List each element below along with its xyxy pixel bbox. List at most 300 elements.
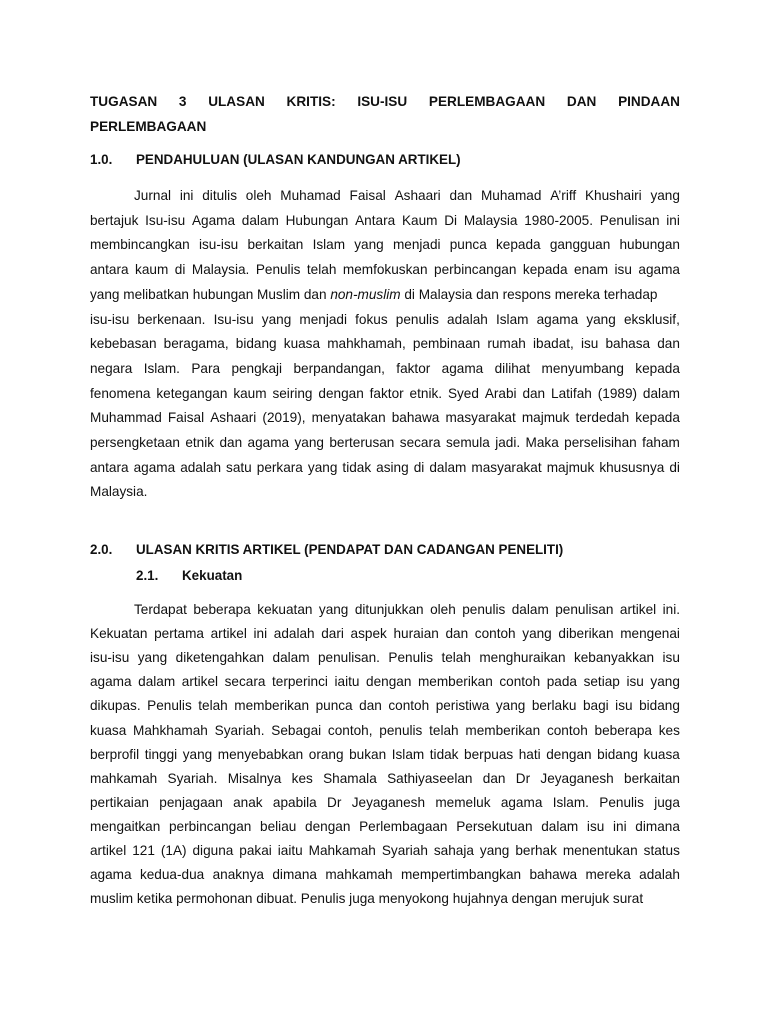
word: pada — [546, 674, 577, 690]
text-segment: muslim ketika permohonan dibuat. Penulis juga menyokong hujahnya dengan merujuk surat — [90, 891, 644, 907]
word: berhak — [515, 843, 557, 858]
word: agama — [441, 360, 484, 376]
text-line — [90, 334, 680, 354]
word: kepada — [522, 262, 568, 278]
word: Sebagai — [271, 722, 322, 738]
word: Latifah — [551, 385, 592, 401]
word: dalam — [511, 602, 549, 617]
word: huraian — [393, 626, 439, 642]
word: dan — [359, 698, 382, 714]
word: ditunjukkan — [354, 602, 424, 617]
word: tidak — [429, 746, 459, 762]
word: kes — [291, 770, 313, 786]
word: contoh — [499, 674, 541, 690]
word: yang — [261, 311, 292, 327]
word: yang — [479, 843, 510, 858]
word: Agama — [191, 212, 236, 228]
word: pertikaian — [90, 794, 149, 810]
word: iaitu — [334, 674, 360, 690]
word: dalam — [642, 385, 680, 401]
word: Faisal — [167, 410, 205, 426]
word: Sathiyaseelan — [387, 770, 473, 786]
word: pertama — [154, 626, 204, 642]
word: dan — [522, 385, 546, 401]
word: Jeyaganesh — [351, 794, 426, 810]
word: eksklusif, — [623, 311, 680, 327]
word: bidang — [235, 336, 277, 352]
word: memeluk — [435, 794, 491, 810]
word: Penulis — [388, 650, 433, 666]
word: isu-isu — [90, 311, 130, 327]
word: bertajuk — [90, 212, 139, 228]
word: kekuatan — [257, 602, 313, 617]
text-line — [90, 458, 680, 478]
word: yang — [495, 698, 526, 714]
title-word: ISU-ISU — [357, 94, 408, 109]
word: telah — [306, 262, 337, 278]
word: isu — [614, 262, 632, 278]
word: fokus — [355, 311, 388, 327]
word: isu-isu — [198, 237, 239, 253]
word: memberikan — [417, 674, 493, 690]
word: Syariah — [381, 843, 428, 858]
word: Penulis — [599, 794, 644, 810]
word: oleh — [430, 602, 456, 617]
word: terdedah — [575, 410, 630, 426]
word: faham — [642, 435, 680, 450]
word: diberikan — [558, 626, 614, 642]
word: dan — [449, 188, 473, 203]
document-title-line-2 — [90, 117, 680, 137]
word: contoh — [388, 698, 430, 714]
word: berlaku — [531, 698, 577, 714]
word: asing — [376, 459, 409, 475]
word: Malaysia. — [191, 262, 250, 278]
word: punca — [449, 237, 487, 253]
word: bidang — [639, 698, 680, 714]
word: isu — [615, 698, 633, 714]
word: berterusan — [329, 435, 395, 450]
word: Malaysia — [463, 212, 518, 228]
word: Dr — [327, 794, 342, 810]
word: Muhamad — [280, 188, 341, 203]
text-line — [90, 817, 680, 837]
word: mereka — [585, 867, 631, 883]
title-word: 3 — [178, 94, 187, 109]
section-1-number: 1.0. — [90, 152, 113, 167]
word: ini — [666, 212, 680, 228]
word: contoh, — [327, 722, 373, 738]
word: adalah — [447, 311, 488, 327]
section-2-heading: ULASAN KRITIS ARTIKEL (PENDAPAT DAN CADANGAN PENELITI) — [136, 542, 564, 557]
word: dengan — [546, 746, 592, 762]
word: isu — [626, 674, 644, 690]
word: masyarakat — [445, 410, 516, 426]
text-line — [90, 793, 680, 813]
word: agama — [638, 262, 680, 278]
word: dalam — [138, 674, 176, 690]
word: kepada — [496, 237, 541, 253]
word: dan — [219, 435, 243, 450]
title-word: PERLEMBAGAAN — [428, 94, 546, 109]
text-line — [90, 433, 680, 453]
word: kaum — [135, 262, 169, 278]
word: Jeyaganesh — [540, 770, 614, 786]
word: Mahkhamah — [133, 722, 208, 738]
word: rumah — [487, 336, 526, 352]
word: gangguan — [549, 237, 611, 253]
word: agama — [247, 435, 290, 450]
word: faktor — [396, 360, 431, 376]
word: agama — [90, 867, 132, 883]
word: agama — [500, 794, 543, 810]
word: Syed — [447, 385, 479, 401]
word: negara — [90, 360, 133, 376]
text-line — [90, 865, 680, 885]
word: majmuk — [546, 459, 595, 475]
title-word: ULASAN — [208, 94, 265, 109]
text-line — [134, 600, 680, 620]
text-line — [90, 285, 680, 305]
text-line — [90, 648, 680, 668]
word: Perlembagaan — [359, 818, 448, 834]
word: di — [174, 262, 186, 278]
word: Terdapat — [134, 602, 187, 617]
word: kebebasan — [90, 336, 157, 352]
word: ketegangan — [156, 385, 228, 401]
word: bahawa — [529, 867, 578, 883]
word: beliau — [260, 818, 297, 834]
word: mengaitkan — [90, 818, 161, 834]
word: Shamala — [323, 770, 377, 786]
word: semula — [445, 435, 490, 450]
text-line — [90, 672, 680, 692]
word: etnik — [185, 435, 215, 450]
word: apabila — [272, 794, 317, 810]
word: penjagaan — [159, 794, 223, 810]
word: Penulis — [147, 698, 192, 714]
word: Islam. — [143, 360, 180, 376]
word: bahawa — [391, 410, 440, 426]
word: perkara — [256, 459, 303, 475]
word: sahaja — [433, 843, 474, 858]
word: hubungan — [619, 237, 680, 253]
word: pembinaan — [412, 336, 481, 352]
word: dimana — [272, 867, 317, 883]
word: artikel — [619, 602, 657, 617]
word: penulis — [379, 722, 423, 738]
word: telah — [429, 722, 459, 738]
word: Mahkamah — [308, 843, 376, 858]
word: majmuk — [521, 410, 570, 426]
word: setiap — [583, 674, 620, 690]
word: (1A) — [160, 843, 187, 858]
word: yang — [137, 650, 168, 666]
word: berpandangan, — [293, 360, 385, 376]
word: (1989) — [597, 385, 638, 401]
word: memberikan — [465, 722, 541, 738]
word: Arabi — [484, 385, 517, 401]
text-segment: Malaysia. — [90, 484, 148, 500]
word: beberapa — [594, 722, 652, 738]
word: Islam. — [552, 794, 589, 810]
word: beragama, — [163, 336, 229, 352]
word: berkenaan. — [137, 311, 206, 327]
word: kuasa — [90, 722, 127, 738]
word: Persekutuan — [456, 818, 533, 834]
word: anaknya — [212, 867, 264, 883]
word: beberapa — [193, 602, 251, 617]
word: dimana — [635, 818, 680, 834]
word: menentukan — [562, 843, 638, 858]
text-line — [134, 186, 680, 206]
word: Islam — [495, 311, 529, 327]
document-page — [90, 0, 680, 1024]
word: hati — [518, 746, 541, 762]
word: artikel — [90, 843, 127, 858]
text-line — [90, 359, 680, 379]
text-line — [90, 482, 680, 502]
word: kuasa — [643, 746, 680, 762]
text-line — [90, 260, 680, 280]
word: artikel — [181, 674, 219, 690]
text-segment: di Malaysia dan respons mereka terhadap — [400, 286, 658, 302]
text-line — [90, 310, 680, 330]
word: mengenai — [620, 626, 680, 642]
word: perbincangan — [168, 818, 252, 834]
word: etnik. — [409, 385, 443, 401]
word: berprofil — [90, 746, 140, 762]
word: khususnya — [599, 459, 665, 475]
word: mahkamah — [325, 867, 393, 883]
word: diketengahkan — [175, 650, 265, 666]
word: Syariah. — [214, 722, 265, 738]
word: enam — [574, 262, 609, 278]
word: di — [413, 459, 425, 475]
text-line — [90, 721, 680, 741]
word: dengan — [305, 818, 351, 834]
word: kaum — [233, 385, 267, 401]
word: Faisal — [349, 188, 386, 203]
word: telah — [441, 650, 471, 666]
word: dan — [482, 770, 506, 786]
word: terperinci — [272, 674, 328, 690]
word: perselisihan — [564, 435, 637, 450]
word: memfokuskan — [342, 262, 428, 278]
word: seiring — [272, 385, 313, 401]
word: antara — [90, 262, 129, 278]
word: penulisan — [555, 602, 614, 617]
word: kes — [658, 722, 680, 738]
word: menjadi — [392, 237, 441, 253]
word: membincangkan — [90, 237, 190, 253]
word: Di — [444, 212, 458, 228]
text-line — [90, 211, 680, 231]
word: kuasa — [283, 336, 321, 352]
word: agama — [536, 311, 579, 327]
title-word: DAN — [566, 94, 597, 109]
word: menyumbang — [541, 360, 624, 376]
word: telah — [198, 698, 228, 714]
word: mahkamah — [90, 770, 158, 786]
word: menyebabkan — [217, 746, 304, 762]
word: Islam — [312, 237, 346, 253]
text-line — [90, 889, 680, 909]
word: dilihat — [494, 360, 531, 376]
word: yang — [294, 435, 324, 450]
word: masyarakat — [471, 459, 542, 475]
text-line — [90, 696, 680, 716]
word: dalam — [429, 459, 467, 475]
word: di — [669, 459, 680, 475]
word: Para — [191, 360, 221, 376]
title-word: TUGASAN — [90, 94, 158, 109]
word: bukan — [349, 746, 387, 762]
word: diguna — [192, 843, 234, 858]
word: menjadi — [299, 311, 348, 327]
word: ibadat, — [533, 336, 574, 352]
word: Kekuatan — [90, 626, 148, 642]
word: dalam — [541, 818, 579, 834]
word: penulis — [462, 602, 506, 617]
word: isu-isu — [90, 650, 130, 666]
word: ini — [253, 626, 268, 642]
word: agama — [90, 674, 132, 690]
word: Islam — [391, 746, 425, 762]
word: yang — [318, 602, 349, 617]
text-line — [90, 745, 680, 765]
word: dikupas. — [90, 698, 141, 714]
word: Ashaari — [394, 188, 441, 203]
word: Syariah. — [167, 770, 218, 786]
subsection-2-1-number: 2.1. — [136, 568, 159, 583]
text-line — [90, 841, 680, 861]
section-1-heading: PENDAHULUAN (ULASAN KANDUNGAN ARTIKEL) — [136, 152, 461, 167]
word: penulis — [395, 311, 439, 327]
subsection-2-1-heading: Kekuatan — [182, 568, 243, 583]
word: yang — [650, 188, 680, 203]
word: dan — [657, 336, 680, 352]
word: dalam — [241, 212, 279, 228]
word: pakai — [239, 843, 272, 858]
word: bahasa — [605, 336, 651, 352]
word: Kaum — [401, 212, 438, 228]
text-line — [90, 384, 680, 404]
word: ini — [613, 818, 627, 834]
word: isu — [586, 818, 605, 834]
word: Hubungan — [285, 212, 349, 228]
word: bidang — [597, 746, 638, 762]
word: ini. — [662, 602, 680, 617]
word: dengan — [318, 385, 364, 401]
word: Isu-isu — [213, 311, 254, 327]
word: jadi. — [495, 435, 521, 450]
word: Ashaari — [210, 410, 257, 426]
word: tinggi — [144, 746, 178, 762]
word: Penulisan — [599, 212, 660, 228]
word: anak — [233, 794, 263, 810]
word: oleh — [245, 188, 272, 203]
word: berkaitan — [247, 237, 304, 253]
word: faktor — [369, 385, 404, 401]
text-line — [90, 408, 680, 428]
word: 1980-2005. — [524, 212, 594, 228]
word: kebanyakkan — [573, 650, 655, 666]
word: yang — [182, 746, 213, 762]
word: memberikan — [234, 698, 310, 714]
word: berkaitan — [624, 770, 680, 786]
word: Muhammad — [90, 410, 162, 426]
word: ditulis — [202, 188, 237, 203]
document-title-line-1 — [90, 92, 680, 112]
word: Antara — [355, 212, 396, 228]
word: adalah — [639, 867, 680, 883]
word: orang — [308, 746, 344, 762]
word: juga — [654, 794, 680, 810]
word: perbincangan — [434, 262, 517, 278]
word: tidak — [342, 459, 372, 475]
word: mahkhamah, — [327, 336, 406, 352]
word: menyatakan — [311, 410, 386, 426]
document-title-continuation: PERLEMBAGAAN — [90, 119, 207, 134]
text-segment: yang melibatkan hubungan Muslim dan — [90, 286, 331, 302]
word: kepada — [635, 410, 680, 426]
word: Maka — [525, 435, 559, 450]
title-word: KRITIS: — [286, 94, 336, 109]
word: yang — [307, 459, 338, 475]
word: yang — [354, 237, 384, 253]
word: Muhamad — [480, 188, 542, 203]
word: contoh — [546, 722, 588, 738]
word: persengketaan — [90, 435, 180, 450]
word: dan — [445, 626, 469, 642]
word: dengan — [366, 674, 412, 690]
word: Dr — [515, 770, 531, 786]
word: 121 — [132, 843, 155, 858]
word: adalah — [180, 459, 222, 475]
word: Khushairi — [584, 188, 642, 203]
word: yang — [650, 674, 680, 690]
section-2-number: 2.0. — [90, 542, 113, 557]
word: iaitu — [277, 843, 303, 858]
word: penulisan. — [317, 650, 380, 666]
word: fenomena — [90, 385, 151, 401]
word: agama — [133, 459, 176, 475]
italic-term: non-muslim — [330, 286, 401, 302]
word: mempertimbangkan — [400, 867, 522, 883]
word: kedua-dua — [139, 867, 205, 883]
word: isu — [580, 336, 599, 352]
word: menghuraikan — [479, 650, 566, 666]
word: Jurnal — [134, 188, 172, 203]
word: Isu-isu — [145, 212, 186, 228]
word: dalam — [272, 650, 310, 666]
word: berpuas — [464, 746, 514, 762]
word: kepada — [635, 360, 680, 376]
word: contoh — [474, 626, 516, 642]
text-line — [90, 624, 680, 644]
text-line — [90, 769, 680, 789]
word: dari — [321, 626, 344, 642]
word: Misalnya — [227, 770, 282, 786]
word: antara — [90, 459, 129, 475]
word: punca — [315, 698, 353, 714]
word: artikel — [210, 626, 247, 642]
word: pengkaji — [231, 360, 283, 376]
word: Penulis — [255, 262, 301, 278]
word: A’riff — [550, 188, 577, 203]
word: yang — [522, 626, 552, 642]
